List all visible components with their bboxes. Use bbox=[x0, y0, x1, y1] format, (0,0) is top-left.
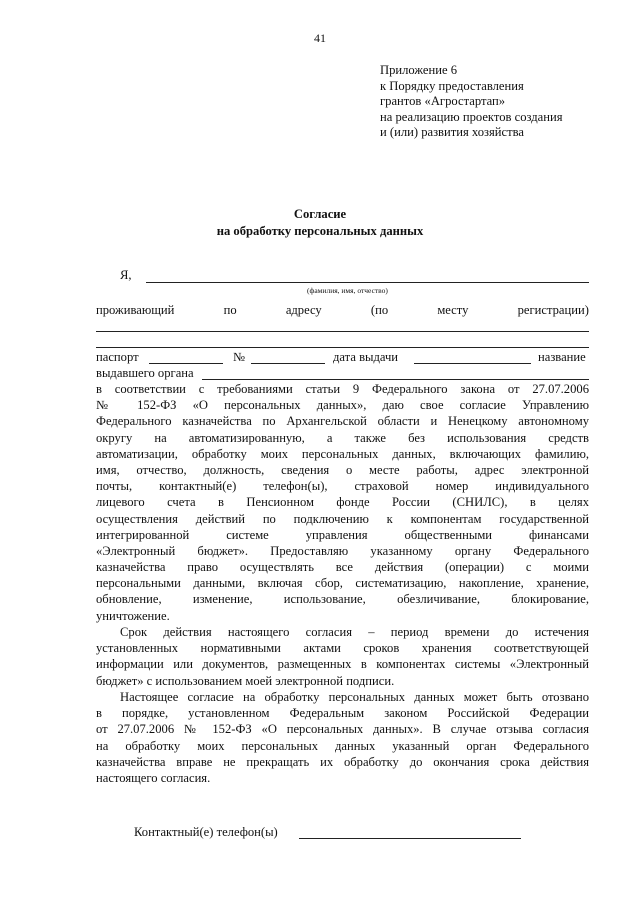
text-line: от 27.07.2006 № 152-ФЗ «О персональных данных». В случае отзыва согласия bbox=[96, 722, 589, 737]
text-line: округу на автоматизированную, а также без использования средств bbox=[96, 430, 589, 445]
issue-date-label: дата выдачи bbox=[333, 350, 399, 364]
address-line-2[interactable] bbox=[96, 347, 589, 348]
appendix-line: на реализацию проектов создания bbox=[380, 109, 563, 124]
name-label: название bbox=[538, 350, 586, 364]
appendix-block bbox=[380, 63, 563, 141]
text-line: установленных нормативными актами сроков хранения соответствующей bbox=[96, 641, 589, 656]
appendix-line: и (или) развития хозяйства bbox=[380, 125, 525, 140]
paragraph-3 bbox=[96, 689, 589, 786]
appendix-line: грантов «Агростартап» bbox=[380, 94, 506, 109]
residing-word: месту bbox=[437, 303, 469, 317]
text-line: уничтожение. bbox=[96, 608, 170, 623]
fio-hint: (фамилия, имя, отчество) bbox=[307, 286, 388, 295]
text-line: автоматизации, обработку моих персональных данных, включающих фамилию, bbox=[96, 446, 589, 461]
issuer-label: выдавшего органа bbox=[96, 366, 194, 380]
fio-row bbox=[96, 268, 589, 283]
residing-row bbox=[96, 303, 589, 318]
text-line: казначейства право осуществлять все действия (операции) с моими bbox=[96, 560, 589, 575]
text-line: имя, отчество, должность, сведения о месте работы, адрес электронной bbox=[96, 462, 589, 477]
ya-label: Я, bbox=[120, 268, 132, 282]
document-title: Согласие bbox=[293, 207, 347, 221]
contact-phone-line[interactable] bbox=[299, 838, 521, 839]
text-line: информации или документов, размещенных в компонентах системы «Электронный bbox=[96, 657, 589, 672]
contact-label: Контактный(е) телефон(ы) bbox=[134, 825, 278, 839]
passport-number-line[interactable] bbox=[251, 363, 325, 364]
text-line: в порядке, установленном Федеральным законом Российской Федерации bbox=[96, 706, 589, 721]
issuer-line[interactable] bbox=[202, 379, 589, 380]
text-line: лицевого счета в Пенсионном фонде России (СНИЛС), в целях bbox=[96, 495, 589, 510]
text-line: «Электронный бюджет». Предоставляю указанному органу Федерального bbox=[96, 543, 589, 558]
address-line-1[interactable] bbox=[96, 331, 589, 332]
text-line: № 152-ФЗ «О персональных данных», даю свое согласие Управлению bbox=[96, 398, 589, 413]
document-subtitle: на обработку персональных данных bbox=[216, 224, 424, 238]
appendix-line: к Порядку предоставления bbox=[380, 78, 524, 93]
text-line: Срок действия настоящего согласия – период времени до истечения bbox=[120, 625, 589, 639]
passport-label: паспорт bbox=[96, 350, 139, 364]
text-line: Федерального казначейства по Архангельской области и Ненецкому автономному bbox=[96, 414, 589, 429]
residing-word: (по bbox=[370, 303, 389, 317]
residing-word: регистрации) bbox=[517, 303, 589, 317]
text-line: на обработку моих персональных данных указанный орган Федерального bbox=[96, 738, 589, 753]
text-line: интегрированной системе управления общественными финансами bbox=[96, 527, 589, 542]
fio-input-line[interactable] bbox=[146, 282, 589, 283]
text-line: почты, контактный(е) телефон(ы), страховой номер индивидуального bbox=[96, 479, 589, 494]
text-line: персональными данными, включая сбор, систематизацию, накопление, хранение, bbox=[96, 576, 589, 591]
number-label: № bbox=[233, 350, 246, 364]
residing-word: по bbox=[223, 303, 237, 317]
paragraph-1 bbox=[96, 381, 589, 624]
text-line: бюджет» с использованием моей электронной подписи. bbox=[96, 673, 395, 688]
text-line: обновление, изменение, использование, обезличивание, блокирование, bbox=[96, 592, 589, 607]
passport-series-line[interactable] bbox=[149, 363, 223, 364]
appendix-line: Приложение 6 bbox=[380, 63, 458, 77]
residing-word: проживающий bbox=[96, 303, 175, 317]
text-line: казначейства вправе не прекращать их обработку до окончания срока действия bbox=[96, 754, 589, 769]
text-line: Настоящее согласие на обработку персональных данных может быть отозвано bbox=[120, 690, 589, 704]
issue-date-line[interactable] bbox=[414, 363, 531, 364]
paragraph-2 bbox=[96, 624, 589, 689]
text-line: настоящего согласия. bbox=[96, 770, 211, 785]
text-line: осуществления действий по подключению к компонентам государственной bbox=[96, 511, 589, 526]
residing-word: адресу bbox=[285, 303, 322, 317]
page-number: 41 bbox=[314, 31, 326, 45]
text-line: в соответствии с требованиями статьи 9 Федерального закона от 27.07.2006 bbox=[96, 382, 589, 396]
